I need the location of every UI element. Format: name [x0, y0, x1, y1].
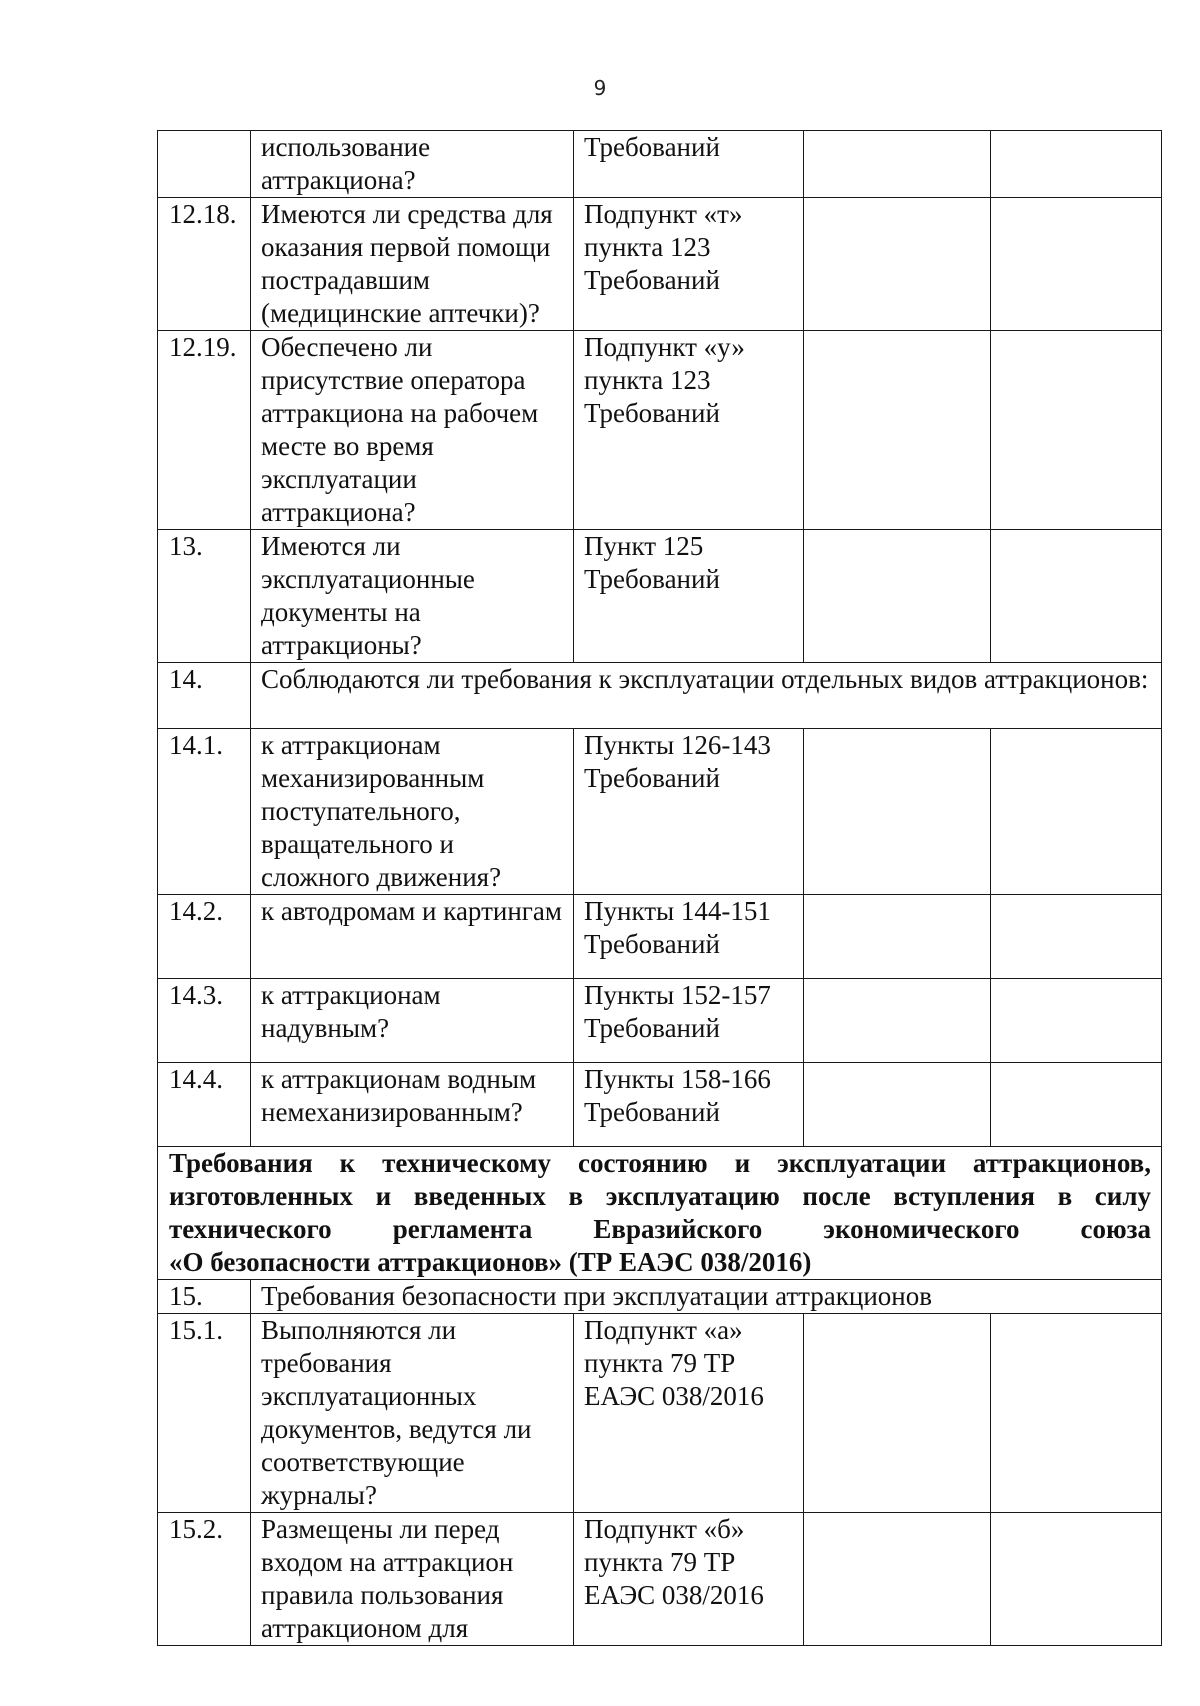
page-number: 9 — [593, 76, 607, 100]
item-number: 15.2. — [158, 1513, 251, 1646]
item-number: 13. — [158, 530, 251, 663]
item-note-cell — [991, 530, 1162, 663]
item-question: Имеются ли средства для оказания первой помощи пострадавшим (медицинские аптечки)? — [251, 198, 574, 331]
table-row — [158, 1063, 1162, 1147]
item-reference: Пункты 158-166 Требований — [574, 1063, 804, 1147]
item-answer-cell — [804, 530, 991, 663]
item-answer-cell — [804, 895, 991, 979]
table-row — [158, 1280, 1162, 1314]
table-row — [158, 895, 1162, 979]
item-answer-cell — [804, 1063, 991, 1147]
table-row — [158, 331, 1162, 530]
item-question: к аттракционам водным немеханизированным? — [251, 1063, 574, 1147]
item-number: 14.4. — [158, 1063, 251, 1147]
checklist-table — [157, 130, 1162, 1646]
item-question: к аттракционам механизированным поступательного, вращательного и сложного движения? — [251, 729, 574, 895]
table-row — [158, 530, 1162, 663]
item-question: Имеются ли эксплуатационные документы на аттракционы? — [251, 530, 574, 663]
item-number: 15.1. — [158, 1314, 251, 1513]
table-row — [158, 663, 1162, 729]
item-number: 14.1. — [158, 729, 251, 895]
item-reference: Пункт 125 Требований — [574, 530, 804, 663]
table-row — [158, 1513, 1162, 1646]
item-answer-cell — [804, 131, 991, 198]
item-note-cell — [991, 131, 1162, 198]
item-answer-cell — [804, 1314, 991, 1513]
item-question: Соблюдаются ли требования к эксплуатации отдельных видов аттракционов: — [251, 663, 1162, 729]
item-question: Размещены ли перед входом на аттракцион правила пользования аттракционом для — [251, 1513, 574, 1646]
table-row — [158, 1314, 1162, 1513]
item-answer-cell — [804, 198, 991, 331]
item-note-cell — [991, 979, 1162, 1063]
section-heading — [158, 1147, 1162, 1280]
item-note-cell — [991, 895, 1162, 979]
item-question: к автодромам и картингам — [251, 895, 574, 979]
item-reference: Пункты 126-143 Требований — [574, 729, 804, 895]
item-number: 12.19. — [158, 331, 251, 530]
item-reference: Требований — [574, 131, 804, 198]
table-row — [158, 131, 1162, 198]
item-question: использование аттракциона? — [251, 131, 574, 198]
item-note-cell — [991, 1314, 1162, 1513]
item-reference: Подпункт «у» пункта 123 Требований — [574, 331, 804, 530]
item-reference: Подпункт «б» пункта 79 ТР ЕАЭС 038/2016 — [574, 1513, 804, 1646]
item-number: 12.18. — [158, 198, 251, 331]
item-answer-cell — [804, 729, 991, 895]
item-number: 14.2. — [158, 895, 251, 979]
section-heading-main: Требования к техническому состоянию и эксплуатации аттракционов, изготовленных и введенных в эксплуатацию после вступления в силу технического регламента Евразийского экономического союза — [169, 1148, 1151, 1244]
item-number — [158, 131, 251, 198]
item-answer-cell — [804, 979, 991, 1063]
item-number: 14.3. — [158, 979, 251, 1063]
item-reference: Пункты 144-151 Требований — [574, 895, 804, 979]
item-reference: Пункты 152-157 Требований — [574, 979, 804, 1063]
table-row — [158, 979, 1162, 1063]
section-heading-row — [158, 1147, 1162, 1280]
item-answer-cell — [804, 331, 991, 530]
table-row — [158, 729, 1162, 895]
item-reference: Подпункт «т» пункта 123 Требований — [574, 198, 804, 331]
item-note-cell — [991, 729, 1162, 895]
item-answer-cell — [804, 1513, 991, 1646]
item-note-cell — [991, 331, 1162, 530]
item-number: 14. — [158, 663, 251, 729]
item-question: Обеспечено ли присутствие оператора аттракциона на рабочем месте во время эксплуатации аттракциона? — [251, 331, 574, 530]
item-note-cell — [991, 198, 1162, 331]
table-row — [158, 198, 1162, 331]
item-question: Требования безопасности при эксплуатации аттракционов — [251, 1280, 1162, 1314]
section-heading-last: «О безопасности аттракционов» (ТР ЕАЭС 038/2016) — [169, 1247, 812, 1277]
item-question: Выполняются ли требования эксплуатационных документов, ведутся ли соответствующие журналы? — [251, 1314, 574, 1513]
item-question: к аттракционам надувным? — [251, 979, 574, 1063]
item-number: 15. — [158, 1280, 251, 1314]
item-note-cell — [991, 1063, 1162, 1147]
item-note-cell — [991, 1513, 1162, 1646]
item-reference: Подпункт «а» пункта 79 ТР ЕАЭС 038/2016 — [574, 1314, 804, 1513]
